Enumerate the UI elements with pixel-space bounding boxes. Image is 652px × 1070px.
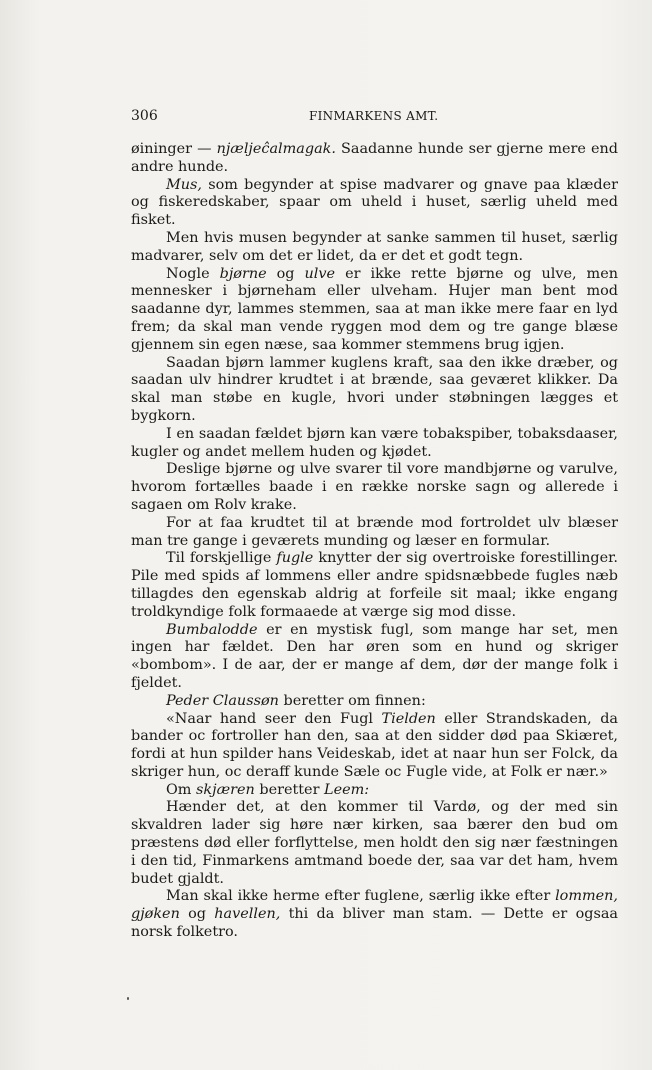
italic-term: Tielden [381,710,436,727]
italic-term: lommen, gjøken [131,888,618,923]
italic-term: havellen, [214,906,281,923]
text-run: «Naar hand seer den Fugl [166,710,382,727]
paragraph-p8 [131,515,618,551]
paragraph-p1 [131,141,618,177]
text-run: som begynder at spise madvarer og gnave paa klæder og fiskeredskaber, spaar om uheld i huset, særlig uheld med fisket. [131,176,618,229]
text-run: Til forskjellige [166,550,277,567]
text-run: Saadan bjørn lammer kuglens kraft, saa den ikke dræber, og saadan ulv hindrer krudtet i at brænde, saa geværet klikker. Da skal man støbe en kugle, hvori under støbningen lægges et bygkorn. [131,354,618,424]
text-run: Saadanne hunde ser gjerne mere end andre hunde. [131,141,618,175]
text-run: er ikke rette bjørne og ulve, men mennesker i bjørneham eller ulveham. Hujer man bent mod saadanne dyr, lammes stemmen, saa at man ikke mere faar en lyd frem; da skal man vende ryggen mod dem og tre gange blæse gjennem sin egen næse, saa kommer stemmens brug igjen. [131,265,618,353]
paragraph-p7 [131,461,618,514]
paragraph-p2 [131,177,618,230]
italic-term: skjæren [196,781,255,798]
text-run: eller Strandskaden, da bander oc fortroller han den, saa at den sidder død paa Skiæret, fordi at hun spilder hans Veideskab, idet at naar hun ser Folck, da skriger hun, oc deraff kunde Sæle oc Fugle vide, at Folk er nær.» [131,710,618,780]
text-run: I en saadan fældet bjørn kan være tobakspiber, tobaksdaaser, kugler og andet mellem huden og kjødet. [131,425,618,460]
paragraph-p14 [131,799,618,888]
page-number: 306 [131,108,158,124]
text-run: øininger — [131,141,217,157]
paragraph-p13 [131,782,618,800]
paragraph-p4 [131,266,618,355]
italic-term: fugle [276,550,314,567]
text-run: For at faa krudtet til at brænde mod fortroldet ulv blæser man tre gange i geværets munding og læser en formular. [131,514,618,549]
italic-term: bjørne [219,265,267,282]
text-run: og [266,265,305,282]
paragraph-p10 [131,622,618,693]
text-run: knytter der sig overtroiske forestillinger. Pile med spids af lommens eller andre spidsnæbbede fugles næb tillagdes den egenskab aldrig at forfeile sit maal; ikke engang troldkyndige folk formaaede at værge sig mod disse. [131,550,618,620]
italic-term: Peder Claussøn [166,692,279,709]
text-run: beretter [254,781,325,798]
paragraph-p5 [131,355,618,426]
paragraph-p9 [131,550,618,621]
text-run: thi da bliver man stam. — Dette er ogsaa norsk folketro. [131,906,618,941]
text-run: Nogle [166,265,220,282]
text-run: Om [166,781,197,798]
italic-term: njæljeĉalmagak. [216,141,336,157]
italic-term: Leem: [324,781,370,798]
text-run: beretter om finnen: [278,692,426,709]
italic-term: ulve [304,265,336,282]
paragraph-p6 [131,426,618,462]
text-run: Man skal ikke herme efter fuglene, særlig ikke efter [166,888,556,905]
scan-speck [127,997,129,1000]
body-text [131,141,618,942]
paragraph-p3 [131,230,618,266]
italic-term: Bumbalodde [166,621,258,638]
page-header [131,108,618,128]
paragraph-p15 [131,888,618,941]
text-run: Hænder det, at den kommer til Vardø, og der med sin skvaldren lader sig høre nær kirken, saa bærer den bud om præstens død eller forflyttelse, men holdt den sig nær fæstningen i den tid, Finmarkens amtmand boede der, saa var det ham, hvem budet gjaldt. [131,799,618,887]
paragraph-p11 [131,693,618,711]
running-title: FINMARKENS AMT. [309,109,439,123]
text-run: Deslige bjørne og ulve svarer til vore mandbjørne og varulve, hvorom fortælles baade i en række norske sagn og allerede i sagaen om Rolv krake. [131,461,618,513]
text-run: og [179,906,215,923]
text-run: Men hvis musen begynder at sanke sammen til huset, særlig madvarer, selv om det er lidet, da er det et godt tegn. [131,229,618,264]
text-run: er en mystisk fugl, som mange har set, men ingen har fældet. Den har øren som en hund og skriger «bombom». I de aar, der er mange af dem, dør der mange folk i fjeldet. [131,621,618,691]
italic-term: Mus, [166,176,202,193]
paragraph-p12 [131,711,618,782]
